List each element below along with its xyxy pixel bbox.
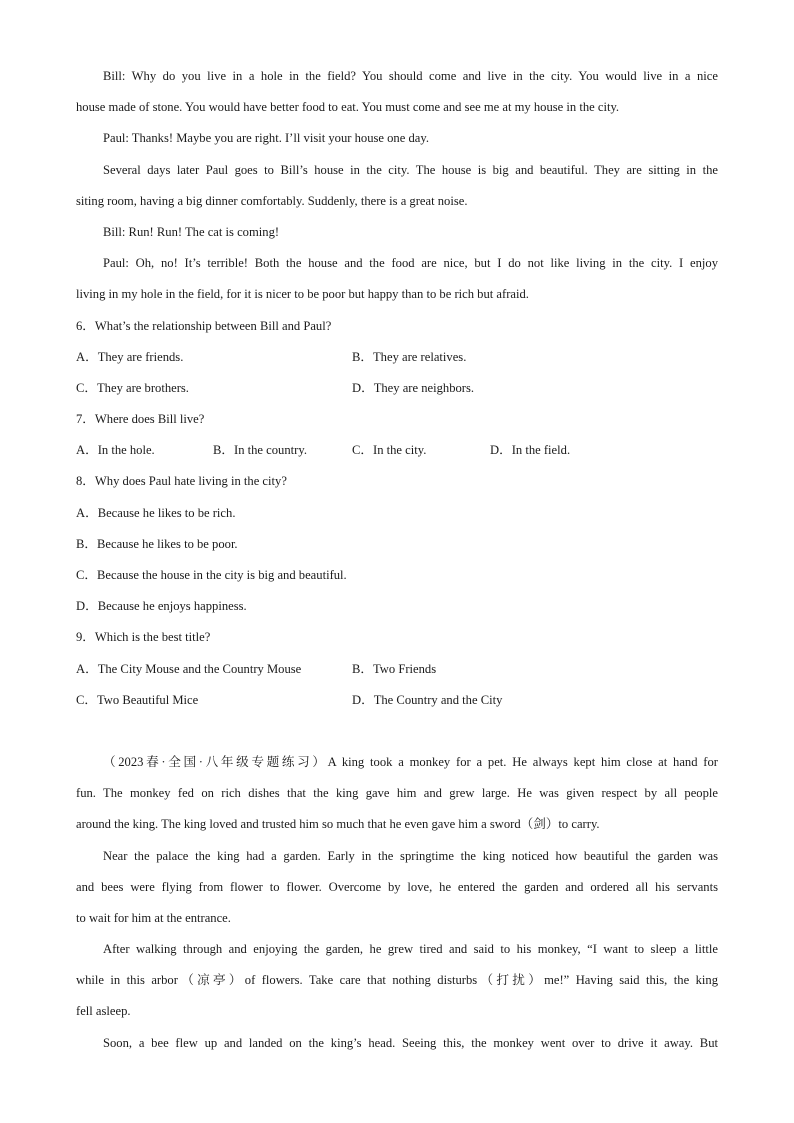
option-row: [76, 685, 718, 716]
question-8: [76, 466, 718, 622]
question-stem: 8．Why does Paul hate living in the city?: [76, 474, 287, 489]
question-9: [76, 622, 718, 716]
option-b: B．In the country.: [213, 443, 307, 458]
paragraph-line: Near the palace the king had a garden. Early in the springtime the king noticed how beautiful the garden was: [103, 848, 718, 863]
option-d: D．The Country and the City: [352, 692, 503, 707]
option-c: C．Because the house in the city is big and beautiful.: [76, 568, 347, 582]
paragraph-line: Several days later Paul goes to Bill’s house in the city. The house is big and beautiful. They are sitting in the: [103, 162, 718, 177]
section-gap: [76, 716, 718, 747]
paragraph-line: house made of stone. You would have better food to eat. You must come and see me at my house in the city.: [76, 100, 620, 115]
option-b: B．Two Friends: [352, 661, 437, 676]
option-a: A．The City Mouse and the Country Mouse: [76, 661, 302, 676]
paragraph-line: and bees were flying from flower to flower. Overcome by love, he entered the garden and ordered all his servants: [76, 879, 718, 894]
option-d: D．In the field.: [490, 443, 571, 458]
option-b: B．They are relatives.: [352, 349, 467, 364]
option-a: A．Because he likes to be rich.: [76, 505, 236, 520]
option-row: [76, 342, 718, 373]
option-row: [76, 435, 718, 466]
paragraph-line: Paul: Thanks! Maybe you are right. I’ll visit your house one day.: [103, 131, 429, 146]
paragraph-line: fun. The monkey fed on rich dishes that the king gave him and grew large. He was given respect by all people: [76, 786, 718, 801]
option-row: [76, 373, 718, 404]
paragraph-line: Bill: Why do you live in a hole in the field? You should come and live in the city. You would live in a nice: [103, 69, 718, 83]
option-b: B．Because he likes to be poor.: [76, 536, 238, 551]
paragraph-line: Soon, a bee flew up and landed on the king’s head. Seeing this, the monkey went over to drive it away. But: [103, 1035, 718, 1050]
option-row: [76, 654, 718, 685]
paragraph-line: around the king. The king loved and trusted him so much that he even gave him a sword（剑）to carry.: [76, 817, 600, 832]
paragraph-line: while in this arbor（凉亭）of flowers. Take care that nothing disturbs（打扰）me!” Having said this, the king: [76, 973, 718, 988]
paragraph-line: siting room, having a big dinner comfortably. Suddenly, there is a great noise.: [76, 193, 468, 208]
question-7: [76, 404, 718, 466]
option-a: A．In the hole.: [76, 443, 155, 458]
question-stem: 9．Which is the best title?: [76, 630, 211, 645]
option-d: D．Because he enjoys happiness.: [76, 599, 247, 614]
paragraph-line: fell asleep.: [76, 1004, 131, 1019]
option-d: D．They are neighbors.: [352, 380, 475, 395]
paragraph-line: Bill: Run! Run! The cat is coming!: [103, 224, 280, 239]
option-c: C．In the city.: [352, 443, 427, 458]
paragraph-line: to wait for him at the entrance.: [76, 910, 231, 925]
paragraph-line: After walking through and enjoying the garden, he grew tired and said to his monkey, “I want to sleep a little: [103, 942, 718, 957]
paragraph-line: （2023春·全国·八年级专题练习）A king took a monkey for a pet. He always kept him close at hand for: [103, 754, 718, 769]
passage-2: [76, 747, 718, 1059]
question-6: [76, 311, 718, 405]
question-stem: 7．Where does Bill live?: [76, 412, 205, 427]
question-stem: 6．What’s the relationship between Bill and Paul?: [76, 318, 332, 333]
passage-1: [76, 61, 718, 311]
option-c: C．Two Beautiful Mice: [76, 692, 199, 707]
document-page: [76, 61, 718, 1059]
paragraph-line: Paul: Oh, no! It’s terrible! Both the house and the food are nice, but I do not like living in the city. I enjoy: [103, 256, 718, 271]
option-a: A．They are friends.: [76, 349, 184, 364]
option-c: C．They are brothers.: [76, 380, 189, 395]
paragraph-line: living in my hole in the field, for it is nicer to be poor but happy than to be rich but afraid.: [76, 287, 529, 302]
